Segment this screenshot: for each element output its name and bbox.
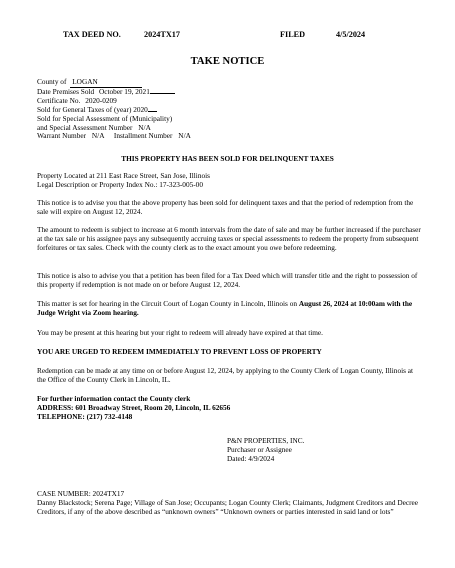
case-block bbox=[37, 490, 422, 517]
redemption-expiry-paragraph: This notice is to advise you that the above property has been sold for delinquent taxes and that the period of redemption from the sale will expire on August 12, 2024. bbox=[37, 198, 414, 216]
contact-address: ADDRESS: 601 Broadway Street, Room 20, Lincoln, IL 62656 bbox=[37, 402, 231, 412]
certificate-line: Certificate No. 2020-0209 bbox=[37, 95, 117, 105]
special-assessment-line: Sold for Special Assessment of (Municipality) bbox=[37, 113, 173, 123]
county-value: LOGAN bbox=[70, 78, 142, 88]
petition-paragraph: This notice is also to advise you that a petition has been filed for a Tax Deed which will transfer title and the right to possession of this property if redemption is not made on or before August 12, 2024. bbox=[37, 271, 418, 289]
premises-sold-line: Date Premises Sold October 19, 2021 bbox=[37, 88, 191, 97]
signature-date: Dated: 4/9/2024 bbox=[227, 453, 275, 463]
case-parties: Danny Blackstock; Serena Page; Village of San Jose; Occupants; Logan County Clerk; Claimants, Judgment Creditors and Decree Creditors, if any of the above described as “unknown owners” “Unknown owners or parties interested in said land or lots” bbox=[37, 497, 419, 516]
property-location: Property Located at 211 East Race Street, San Jose, Illinois bbox=[37, 171, 210, 180]
filed-label: FILED bbox=[280, 30, 306, 39]
contact-telephone: TELEPHONE: (217) 732-4148 bbox=[37, 411, 133, 421]
case-number: CASE NUMBER: 2024TX17 bbox=[37, 489, 125, 498]
hearing-paragraph: This matter is set for hearing in the Circuit Court of Logan County in Lincoln, Illinois on August 26, 2024 at 10:00am with the Judge Wright via Zoom hearing. bbox=[37, 299, 413, 317]
purchaser-role: Purchaser or Assignee bbox=[227, 444, 292, 454]
urge-heading: YOU ARE URGED TO REDEEM IMMEDIATELY TO PREVENT LOSS OF PROPERTY bbox=[37, 347, 322, 356]
warrant-line: Warrant Number N/A Installment Number N/A bbox=[37, 131, 191, 141]
page-title: TAKE NOTICE bbox=[190, 56, 265, 67]
deed-number: 2024TX17 bbox=[144, 30, 180, 39]
hearing-date: August 26, 2024 at 10:00am with the Judge Wright via Zoom hearing. bbox=[37, 299, 413, 317]
deed-number-label: TAX DEED NO. bbox=[63, 30, 121, 39]
contact-block bbox=[37, 395, 422, 422]
purchaser-name: P&N PROPERTIES, INC. bbox=[227, 436, 305, 445]
details-block bbox=[37, 78, 191, 141]
contact-heading: For further information contact the County clerk bbox=[37, 394, 191, 403]
hearing-note-paragraph: You may be present at this hearing but your right to redeem will already have expired at that time. bbox=[37, 328, 323, 337]
sold-heading: THIS PROPERTY HAS BEEN SOLD FOR DELINQUENT TAXES bbox=[121, 154, 334, 163]
special-assessment-number-line: and Special Assessment Number N/A bbox=[37, 122, 151, 132]
redemption-instructions-paragraph: Redemption can be made at any time on or before August 12, 2024, by applying to the County Clerk of Logan County, Illinois at the Office of the County Clerk in Lincoln, IL. bbox=[37, 366, 414, 384]
redemption-amount-paragraph: The amount to redeem is subject to increase at 6 month intervals from the date of sale and may be further increased if the purchaser at the tax sale or his assignee pays any subsequently accruing taxes or special assessments to redeem the property from subsequent forfeitures or tax sales. Check with the county clerk as to the exact amount you owe before redeeming. bbox=[37, 225, 421, 252]
legal-description-line: Legal Description or Property Index No.: 17-323-005-00 bbox=[37, 179, 203, 189]
filed-date: 4/5/2024 bbox=[336, 30, 366, 39]
county-line: County of LOGAN bbox=[37, 78, 191, 88]
property-block bbox=[37, 172, 210, 190]
signature-block bbox=[227, 437, 304, 464]
general-taxes-line: Sold for General Taxes of (year) 2020 bbox=[37, 106, 191, 115]
